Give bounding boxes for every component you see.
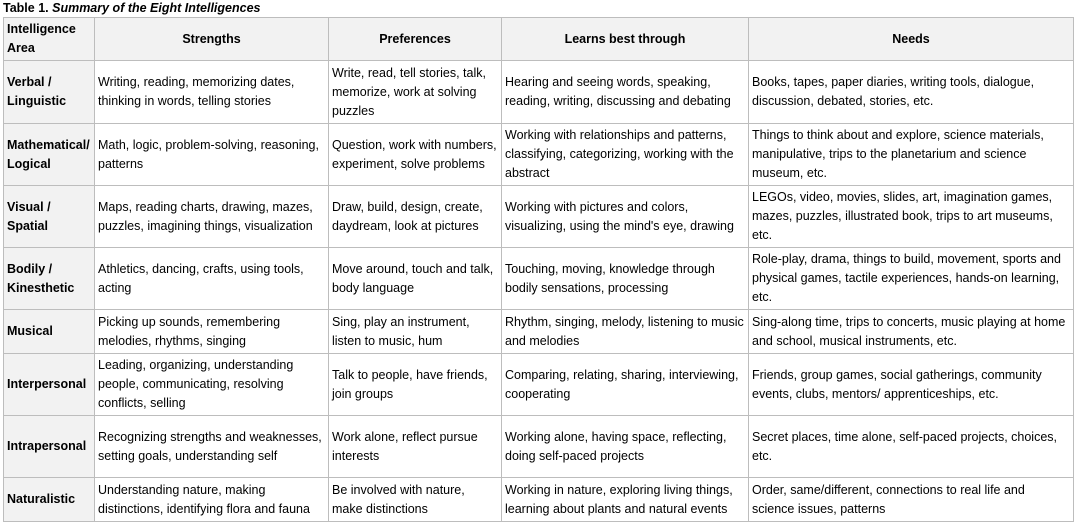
- cell-learns: Working alone, having space, reflecting, doing self-paced projects: [502, 416, 749, 478]
- cell-strengths: Athletics, dancing, crafts, using tools, acting: [95, 248, 329, 310]
- cell-area: Intrapersonal: [4, 416, 95, 478]
- cell-needs: Sing-along time, trips to concerts, music playing at home and school, musical instruments, etc.: [749, 310, 1074, 354]
- cell-needs: LEGOs, video, movies, slides, art, imagination games, mazes, puzzles, illustrated book, trips to art museums, etc.: [749, 186, 1074, 248]
- cell-learns: Working with pictures and colors, visualizing, using the mind's eye, drawing: [502, 186, 749, 248]
- table-row: [4, 61, 1074, 124]
- cell-learns: Working in nature, exploring living things, learning about plants and natural events: [502, 478, 749, 522]
- header-row: [4, 18, 1074, 61]
- header-learns-best-through: Learns best through: [502, 18, 749, 61]
- cell-area: Visual / Spatial: [4, 186, 95, 248]
- cell-preferences: Move around, touch and talk, body language: [329, 248, 502, 310]
- header-strengths: Strengths: [95, 18, 329, 61]
- table-row: [4, 354, 1074, 416]
- cell-strengths: Recognizing strengths and weaknesses, setting goals, understanding self: [95, 416, 329, 478]
- cell-needs: Friends, group games, social gatherings, community events, clubs, mentors/ apprenticeships, etc.: [749, 354, 1074, 416]
- cell-area: Naturalistic: [4, 478, 95, 522]
- header-intelligence-area: Intelligence Area: [4, 18, 95, 61]
- table-row: [4, 248, 1074, 310]
- intelligences-table: [3, 17, 1074, 522]
- cell-strengths: Understanding nature, making distinctions, identifying flora and fauna: [95, 478, 329, 522]
- cell-area: Verbal / Linguistic: [4, 61, 95, 124]
- cell-preferences: Sing, play an instrument, listen to music, hum: [329, 310, 502, 354]
- cell-strengths: Writing, reading, memorizing dates, thinking in words, telling stories: [95, 61, 329, 124]
- table-row: [4, 416, 1074, 478]
- cell-learns: Comparing, relating, sharing, interviewing, cooperating: [502, 354, 749, 416]
- table-row: [4, 478, 1074, 522]
- cell-strengths: Maps, reading charts, drawing, mazes, puzzles, imagining things, visualization: [95, 186, 329, 248]
- cell-learns: Hearing and seeing words, speaking, reading, writing, discussing and debating: [502, 61, 749, 124]
- table-caption: [3, 1, 260, 16]
- cell-area: Mathematical/ Logical: [4, 124, 95, 186]
- cell-preferences: Work alone, reflect pursue interests: [329, 416, 502, 478]
- cell-preferences: Be involved with nature, make distinctions: [329, 478, 502, 522]
- cell-strengths: Math, logic, problem-solving, reasoning, patterns: [95, 124, 329, 186]
- cell-needs: Things to think about and explore, science materials, manipulative, trips to the planetarium and science museum, etc.: [749, 124, 1074, 186]
- cell-strengths: Leading, organizing, understanding people, communicating, resolving conflicts, selling: [95, 354, 329, 416]
- cell-area: Musical: [4, 310, 95, 354]
- cell-area: Bodily / Kinesthetic: [4, 248, 95, 310]
- cell-learns: Working with relationships and patterns, classifying, categorizing, working with the abstract: [502, 124, 749, 186]
- table-label: Table 1.: [3, 1, 49, 15]
- cell-preferences: Draw, build, design, create, daydream, look at pictures: [329, 186, 502, 248]
- table-row: [4, 310, 1074, 354]
- cell-needs: Books, tapes, paper diaries, writing tools, dialogue, discussion, debated, stories, etc.: [749, 61, 1074, 124]
- cell-area: Interpersonal: [4, 354, 95, 416]
- header-preferences: Preferences: [329, 18, 502, 61]
- table-title: Summary of the Eight Intelligences: [52, 1, 261, 15]
- cell-needs: Order, same/different, connections to real life and science issues, patterns: [749, 478, 1074, 522]
- header-needs: Needs: [749, 18, 1074, 61]
- cell-needs: Role-play, drama, things to build, movement, sports and physical games, tactile experiences, hands-on learning, etc.: [749, 248, 1074, 310]
- cell-needs: Secret places, time alone, self-paced projects, choices, etc.: [749, 416, 1074, 478]
- table-row: [4, 124, 1074, 186]
- cell-preferences: Question, work with numbers, experiment, solve problems: [329, 124, 502, 186]
- table-row: [4, 186, 1074, 248]
- cell-strengths: Picking up sounds, remembering melodies, rhythms, singing: [95, 310, 329, 354]
- cell-preferences: Talk to people, have friends, join groups: [329, 354, 502, 416]
- cell-preferences: Write, read, tell stories, talk, memorize, work at solving puzzles: [329, 61, 502, 124]
- cell-learns: Touching, moving, knowledge through bodily sensations, processing: [502, 248, 749, 310]
- cell-learns: Rhythm, singing, melody, listening to music and melodies: [502, 310, 749, 354]
